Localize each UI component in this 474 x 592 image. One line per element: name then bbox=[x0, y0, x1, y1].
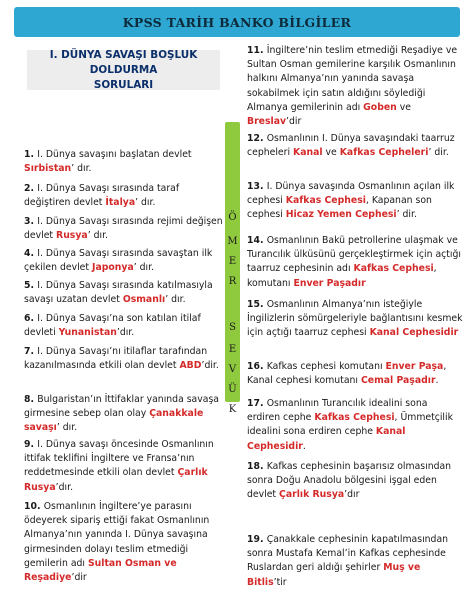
answer-highlight: Kafkas Cephesi bbox=[285, 195, 366, 207]
answer-highlight: İtalya bbox=[105, 197, 136, 209]
answer-highlight: Muş ve Bitlis bbox=[247, 562, 421, 588]
question-text: ’ dır. bbox=[135, 197, 156, 209]
question-number: 12. bbox=[247, 133, 267, 144]
side-letter: E bbox=[228, 256, 237, 267]
question-number: 14. bbox=[247, 235, 267, 246]
question-text: ’ dir. bbox=[428, 147, 449, 159]
section-title bbox=[24, 50, 220, 90]
question-text: ’ dır. bbox=[56, 422, 78, 434]
question-item-9 bbox=[24, 438, 224, 495]
question-number: 17. bbox=[247, 398, 267, 409]
question-number: 16. bbox=[247, 361, 267, 372]
question-text: I. Dünya Savaşı’nı itilaflar tarafından kazanılmasında etkili olan devlet bbox=[24, 346, 208, 372]
question-number: 2. bbox=[24, 183, 38, 194]
question-text: Osmanlının I. Dünya savaşındaki taarruz cepheleri bbox=[247, 133, 455, 159]
question-number: 13. bbox=[247, 181, 267, 192]
side-letter: E bbox=[228, 344, 237, 355]
question-number: 11. bbox=[247, 45, 267, 56]
question-text: ’ dır. bbox=[133, 262, 155, 274]
question-text: İngiltere’nin teslim etmediği Reşadiye ve Sultan Osman gemilerine karşılık Osmanlının halkını Almanya’nın yanında savaşa sokabilmek için satın aldığını söylediği Almanya gemilerinin adı bbox=[247, 45, 458, 113]
question-text: ’dır. bbox=[116, 327, 135, 339]
question-item-19 bbox=[247, 533, 463, 590]
answer-highlight: Rusya bbox=[56, 230, 88, 242]
question-item-5 bbox=[24, 279, 224, 307]
side-letter: Ü bbox=[228, 384, 237, 395]
question-item-3 bbox=[24, 215, 224, 243]
question-number: 19. bbox=[247, 534, 267, 545]
question-item-2 bbox=[24, 182, 224, 210]
question-text: , Kapanan son cephesi bbox=[247, 195, 432, 221]
question-text: I. Dünya Savaşı sırasında savaştan ilk çekilen devlet bbox=[24, 248, 213, 274]
question-item-15 bbox=[247, 298, 463, 341]
answer-highlight: Kafkas Cepheleri bbox=[339, 147, 429, 159]
question-number: 9. bbox=[24, 439, 38, 450]
answer-highlight: Japonya bbox=[91, 262, 134, 274]
question-number: 18. bbox=[247, 461, 267, 472]
answer-highlight: Çarlık Rusya bbox=[24, 467, 208, 493]
question-text: ’dir bbox=[71, 572, 87, 584]
question-number: 10. bbox=[24, 501, 44, 512]
page-title: KPSS TARİH BANKO BİLGİLER bbox=[122, 14, 352, 30]
question-text: I. Dünya Savaşı sırasında rejimi değişen devlet bbox=[24, 216, 223, 242]
answer-highlight: Kafkas Cephesi bbox=[314, 412, 395, 424]
question-item-16 bbox=[247, 360, 463, 388]
question-text: ’ dır. bbox=[165, 294, 186, 306]
answer-highlight: Breslav bbox=[247, 116, 287, 128]
answer-highlight: Yunanistan bbox=[58, 327, 117, 339]
side-letter: K bbox=[228, 404, 237, 415]
question-item-17 bbox=[247, 397, 463, 454]
question-item-12 bbox=[247, 132, 463, 160]
question-text: ’dir. bbox=[201, 360, 219, 372]
answer-highlight: Çanakkale savaşı bbox=[24, 408, 204, 434]
question-text: ’ dir. bbox=[396, 209, 417, 221]
question-text: Bulgaristan’ın İttifaklar yanında savaşa girmesine sebep olan olay bbox=[24, 394, 219, 420]
answer-highlight: Sırbistan bbox=[24, 163, 72, 175]
question-item-4 bbox=[24, 247, 224, 275]
question-text: I. Dünya Savaşı sırasında katılmasıyla savaşı uzatan devlet bbox=[24, 280, 213, 306]
answer-highlight: Kanal Cephesidir bbox=[247, 426, 406, 452]
question-item-6 bbox=[24, 312, 224, 340]
section-title-line1: I. DÜNYA SAVAŞI BOŞLUK DOLDURMA bbox=[49, 48, 198, 76]
question-number: 6. bbox=[24, 313, 38, 324]
answer-highlight: Enver Paşadır bbox=[293, 277, 366, 289]
question-text: I. Dünya Savaşı sırasında taraf değiştiren devlet bbox=[24, 183, 180, 209]
answer-highlight: Osmanlı bbox=[122, 294, 166, 306]
question-item-18 bbox=[247, 460, 463, 503]
question-text: , Ümmetçilik idealini sona erdiren cephe bbox=[247, 412, 453, 438]
page-header bbox=[14, 7, 460, 37]
question-text: I. Dünya Savaşı’na son katılan itilaf devleti bbox=[24, 313, 201, 339]
question-item-1 bbox=[24, 148, 224, 176]
answer-highlight: Sultan Osman ve Reşadiye bbox=[24, 557, 177, 584]
answer-highlight: ABD bbox=[179, 360, 202, 372]
question-text: ’tir bbox=[273, 576, 287, 588]
question-text: ’dır. bbox=[55, 481, 74, 493]
question-text: ’dir bbox=[286, 116, 302, 128]
question-text: Osmanlının Almanya’nın isteğiyle İngilizlerin sömürgeleriyle bağlantısını kesmek için açtığı taarruz cephesi bbox=[247, 299, 463, 339]
question-text: , Kanal cephesi komutanı bbox=[247, 361, 447, 387]
question-text: ’ dır. bbox=[71, 163, 92, 175]
side-letter: R bbox=[228, 276, 237, 287]
question-text: I. Dünya savaşı öncesinde Osmanlının ittifak teklifini İngiltere ve Fransa’nın reddetmesinde etkili olan devlet bbox=[24, 439, 214, 479]
question-number: 15. bbox=[247, 299, 267, 310]
question-text: Çanakkale cephesinin kapatılmasından sonra Mustafa Kemal’in Kafkas cephesinde Ruslardan geri aldığı şehirler bbox=[247, 534, 449, 574]
question-text: . bbox=[435, 375, 439, 387]
answer-highlight: Goben bbox=[363, 101, 397, 113]
question-item-13 bbox=[247, 180, 463, 223]
question-text: , komutanı bbox=[247, 263, 437, 289]
question-number: 4. bbox=[24, 248, 38, 259]
question-text: ve bbox=[396, 101, 411, 113]
question-text: I. Dünya savaşını başlatan devlet bbox=[37, 149, 192, 160]
question-text: ’ dır. bbox=[87, 230, 109, 242]
question-item-14 bbox=[247, 234, 463, 291]
answer-highlight: Kanal bbox=[293, 147, 323, 159]
answer-highlight: Enver Paşa bbox=[385, 361, 444, 372]
question-number: 1. bbox=[24, 149, 38, 160]
section-title-line2: SORULARI bbox=[93, 78, 154, 91]
question-number: 3. bbox=[24, 216, 38, 227]
answer-highlight: Hicaz Yemen Cephesi bbox=[285, 209, 397, 221]
answer-highlight: Çarlık Rusya bbox=[279, 489, 345, 501]
question-number: 7. bbox=[24, 346, 38, 357]
question-number: 8. bbox=[24, 394, 38, 405]
question-number: 5. bbox=[24, 280, 38, 291]
answer-highlight: Cemal Paşadır bbox=[360, 375, 436, 387]
question-text: . bbox=[302, 440, 306, 452]
question-text: Kafkas cephesinin başarısız olmasından sonra Doğu Anadolu bölgesini işgal eden devlet bbox=[247, 461, 452, 501]
question-item-10 bbox=[24, 500, 224, 585]
question-text: I. Dünya savaşında Osmanlının açılan ilk cephesi bbox=[247, 181, 455, 207]
question-item-11 bbox=[247, 44, 463, 129]
side-letter: S bbox=[229, 322, 236, 333]
question-item-7 bbox=[24, 345, 224, 373]
answer-highlight: Kafkas Cephesi bbox=[353, 263, 434, 275]
question-text: ve bbox=[322, 147, 340, 159]
question-text: ’dır bbox=[344, 489, 360, 501]
side-letter: M bbox=[227, 236, 238, 247]
side-letter: V bbox=[228, 364, 237, 375]
question-text: Osmanlının Turancılık idealini sona erdiren cephe bbox=[247, 398, 428, 424]
question-item-8 bbox=[24, 393, 224, 436]
side-letter: Ö bbox=[228, 212, 237, 223]
answer-highlight: Kanal Cephesidir bbox=[369, 327, 459, 339]
question-text: Kafkas cephesi komutanı bbox=[266, 361, 386, 372]
question-text: Osmanlının Bakü petrollerine ulaşmak ve Turancılık ülküsünü gerçekleştirmek için açtığı taarruz cephesinin adı bbox=[247, 235, 461, 275]
question-text: Osmanlının İngiltere’ye parasını ödeyerek sipariş ettiği fakat Osmanlının Almanya’nın yanında I. Dünya savaşına girmesinden dolayı teslim etmediği gemilerin adı bbox=[24, 501, 210, 569]
